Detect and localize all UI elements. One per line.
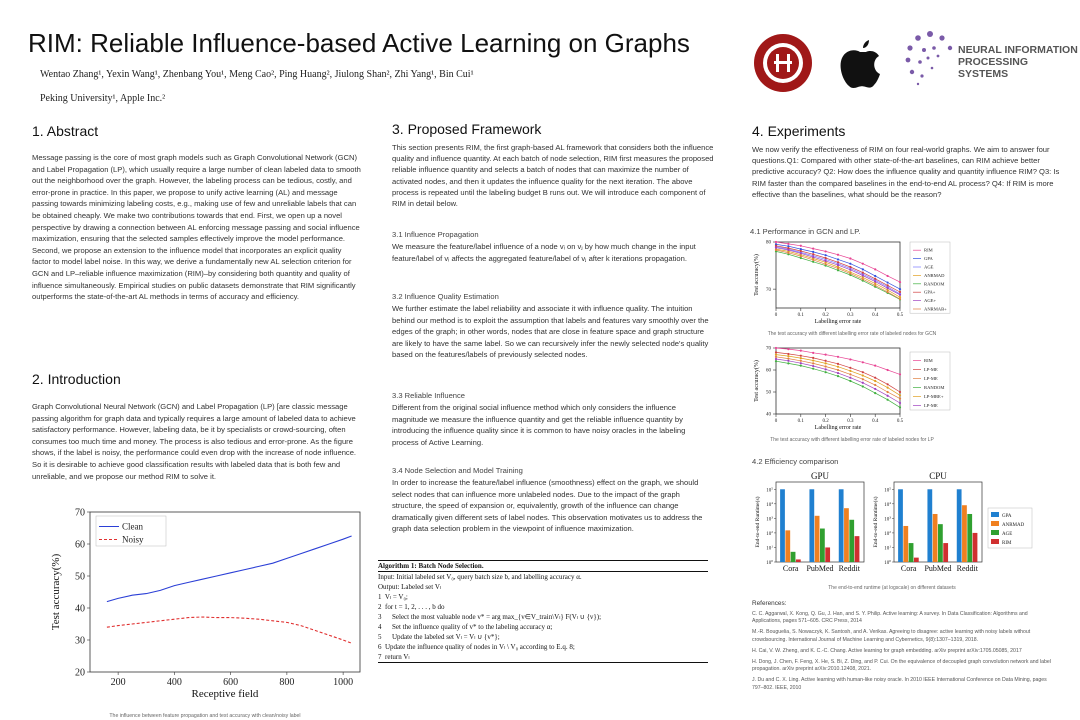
reference-item: C. C. Aggarwal, X. Kong, Q. Gu, J. Han, and S. Y. Philip. Active learning: A survey. In Data Classification: Algorithms and Applications, pages 571–605. CRC Press, 2014 [752, 611, 1028, 625]
y-tick-label: 30 [75, 635, 85, 647]
data-point [825, 365, 827, 367]
data-point [812, 362, 814, 364]
legend-swatch [991, 530, 999, 535]
legend-label: AGE [1002, 532, 1013, 537]
data-point [825, 360, 827, 362]
data-point [837, 267, 839, 269]
chart-title: CPU [929, 471, 947, 481]
abstract-text: Message passing is the core of most graph models such as Graph Convolutional Network (GCN) and Label Propagation (LP), which usually require a large number of clean labeled data to smooth out the neighborhood over the graph. However, the labeling process can be tedious, costly, and error-prone in practice. In this paper, we propose to unify active learning (AL) and message passing towards minimizing labeling costs, e.g., making use of few and unreliable labels that can be obtained cheaply. We make two contributions towards that end. First, we open up a novel perspective by drawing a connection between AL enforcing message passing and social influence maximization, ensuring that the selected samples effectively improve the model performance. Second, we propose an extension to the influence model that incorporates an explicit quality factor to model label noise. In this way, we derive a fundamentally new AL selection criterion for GCN and LP–reliable influence maximization (RIM)–by considering both quantity and quality of influence simultaneously. Empirical studies on public datasets demonstrate that RIM significantly outperforms the state-of-the-art AL methods in terms of accuracy and efficiency. [32, 153, 361, 302]
y-tick-label: $10^0$ [884, 559, 891, 566]
affiliations: Peking University¹, Apple Inc.² [40, 93, 166, 104]
algorithm-line: 5 Update the labeled set Vₗ = Vₗ ∪ {v*}; [378, 633, 500, 641]
x-tick-label: Cora [900, 564, 917, 573]
legend-label: RANDOM [924, 385, 945, 391]
algorithm-line: 4 Set the influence quality of v* to the labeling accuracy α; [378, 623, 553, 631]
data-point [899, 398, 901, 400]
data-point [800, 357, 802, 359]
receptive-field-chart [48, 504, 368, 704]
introduction-text: Graph Convolutional Neural Network (GCN) and Label Propagation (LP) [are classic message passing algorithm for graph data and typically requires a large amount of labeled data to achieve satisfactory performance. However, labeling data, be it by specialists or crowd-sourcing, often consumes too much time and money. The process is also tedious and error-prone. As the figure shows, if the label is noisy, the performance could even drop with the increase of node influence. So it is desirable to achieve good classification results with labeled data that is both few and unreliable, and we propose our method RIM to solve it. [32, 402, 357, 481]
bar [903, 526, 908, 562]
data-point [887, 275, 889, 277]
data-point [874, 365, 876, 367]
data-point [775, 351, 777, 353]
x-tick-label: 800 [279, 677, 295, 688]
reference-item: M.-R. Bouguelia, S. Nowaczyk, K. Santosh, and A. Verikas. Agreeing to disagree: active learning with noisy labels without crowdsourcing. International Journal of Machine Learning and Cybernetics, 9(8):1307–1319, 2018. [752, 629, 1031, 643]
x-tick-label: 1000 [333, 677, 354, 688]
data-point [849, 377, 851, 379]
data-point [887, 395, 889, 397]
efficiency-caption: The end-to-end runtime (at logscale) on different datasets [828, 585, 956, 591]
data-point [787, 353, 789, 355]
legend-label: RIM [1002, 541, 1012, 546]
data-point [800, 250, 802, 252]
data-point [800, 257, 802, 259]
data-point [899, 281, 901, 283]
data-point [862, 385, 864, 387]
data-point [862, 361, 864, 363]
y-axis-label: End-to-end Runtime(s) [873, 496, 879, 548]
data-point [800, 365, 802, 367]
bar [844, 508, 849, 562]
y-tick-label: $10^5$ [884, 486, 891, 494]
bar [962, 505, 967, 562]
algorithm-line: 7 return Vₗ [378, 653, 410, 661]
data-point [899, 288, 901, 290]
data-point [775, 249, 777, 251]
data-point [837, 264, 839, 266]
bar [820, 529, 825, 562]
data-point [787, 362, 789, 364]
data-point [800, 255, 802, 257]
bar [815, 516, 820, 562]
reference-item: H. Cai, V. W. Zheng, and K. C.-C. Chang. Active learning for graph embedding. arXiv preprint arXiv:1705.05085, 2017 [752, 647, 1022, 654]
data-point [775, 241, 777, 243]
bar [973, 533, 978, 562]
section-3-1-title: 3.1 Influence Propagation [392, 230, 479, 239]
section-4-2-title: 4.2 Efficiency comparison [752, 457, 839, 466]
algorithm-line: 1 Vₗ = V₀; [378, 593, 408, 601]
section-3-3-text: Different from the original social influence method which only considers the influence magnitude we measure the influence quantity and get the reliable influence quantity by introducing the influence quality since it is common to have noisy oracles in the labeling process of Active Learning. [392, 403, 686, 447]
data-point [899, 406, 901, 408]
section-3-4-text: In order to increase the feature/label influence (smoothness) effect on the graph, we should select nodes that can influence more unlabeled nodes. Due to the impact of the graph structure, the speed of expansion or, equivalently, growth of the influence can change dramatically given different sets of label nodes. This observation motivates us to address the graph data selection problem in the viewpoint of influence maximization. [392, 478, 703, 534]
y-tick-label: 60 [766, 368, 771, 374]
y-tick-label: $10^2$ [884, 529, 891, 537]
data-point [887, 369, 889, 371]
data-point [849, 266, 851, 268]
x-tick-label: Cora [782, 564, 799, 573]
data-point [775, 356, 777, 358]
y-tick-label: $10^1$ [766, 544, 773, 552]
section-3-3-title: 3.3 Reliable Influence [392, 391, 466, 400]
x-tick-label: 0.1 [797, 419, 804, 424]
data-point [874, 377, 876, 379]
y-axis-label: Test accuracy(%) [50, 553, 62, 631]
x-tick-label: PubMed [924, 564, 952, 573]
data-point [812, 368, 814, 370]
references-heading: References: [752, 600, 787, 607]
data-point [862, 272, 864, 274]
data-point [849, 370, 851, 372]
x-tick-label: 400 [166, 677, 182, 688]
section-4-1-title: 4.1 Performance in GCN and LP. [750, 227, 861, 236]
data-point [874, 281, 876, 283]
data-point [825, 368, 827, 370]
data-point [862, 278, 864, 280]
data-point [849, 380, 851, 382]
data-point [787, 249, 789, 251]
y-tick-label: $10^3$ [766, 515, 773, 523]
bar [967, 514, 972, 562]
data-point [787, 243, 789, 245]
data-point [837, 369, 839, 371]
data-point [887, 281, 889, 283]
data-point [787, 245, 789, 247]
chart-title: GPU [810, 471, 830, 481]
data-point [775, 360, 777, 362]
data-point [825, 257, 827, 259]
x-tick-label: 0.3 [847, 313, 854, 318]
y-tick-label: 60 [75, 539, 85, 551]
y-tick-label: 70 [766, 346, 771, 352]
x-axis-label: Labelling error rate [814, 425, 862, 431]
data-point [899, 402, 901, 404]
neurips-wordmark: NEURAL INFORMATION PROCESSING SYSTEMS [958, 44, 1078, 80]
data-point [874, 278, 876, 280]
bar [855, 536, 860, 562]
series-line [776, 250, 900, 299]
data-point [825, 254, 827, 256]
section-3-2-text: We further estimate the label reliability and associate it with influence quality. The intuition behind our method is to exploit the assumption that labels and features vary smoothly over the edges of the graph; in other words, nodes that are close in feature space and graph structure are likely to have the same label. So we can recursively infer the newly selected node's quality based on the features/labels of previously selected nodes. [392, 304, 709, 360]
experiments-text: We now verify the effectiveness of RIM on four real-world graphs. We aim to answer four questions.Q1: Compared with other state-of-the-art baselines, can RIM achieve better predictive accuracy? Q2: How does the influence quality and quantity influence RIM? Q3: Is RIM faster than the compared baselines in the end-to-end AL process? Q4: If RIM is more effective than the baselines, what should be the reason? [752, 145, 1060, 199]
data-point [800, 350, 802, 352]
data-point [825, 250, 827, 252]
intro-figure-caption: The influence between feature propagation and test accuracy with clean/noisy label [109, 713, 301, 719]
data-point [787, 360, 789, 362]
data-point [837, 363, 839, 365]
data-point [800, 362, 802, 364]
lp-chart-caption: The test accuracy with different labelling error rate of labeled nodes for LP [770, 437, 934, 443]
data-point [775, 347, 777, 349]
legend-label: LP-MRE+ [924, 394, 944, 400]
data-point [825, 354, 827, 356]
legend-label: Noisy [122, 534, 144, 545]
data-point [812, 253, 814, 255]
data-point [837, 372, 839, 374]
neurips-logo-icon [898, 26, 962, 86]
reference-item: J. Du and C. X. Ling. Active learning with human-like noisy oracle. In 2010 IEEE International Conference on Data Mining, pages 797–802. IEEE, 2010 [752, 677, 1047, 691]
legend-label: GPA [924, 256, 933, 262]
legend-swatch [991, 512, 999, 517]
x-tick-label: 0.3 [847, 419, 854, 424]
data-point [874, 380, 876, 382]
x-axis-label: Receptive field [191, 688, 259, 700]
legend-label: ANRMAD [1002, 523, 1025, 528]
data-point [837, 261, 839, 263]
data-point [787, 252, 789, 254]
data-point [887, 383, 889, 385]
y-tick-label: $10^2$ [766, 529, 773, 537]
framework-intro: This section presents RIM, the first graph-based AL framework that considers both the influence quality and influence quantity. At each batch of node selection, RIM first measures the proposed reliable influence quantity and selects a batch of nodes that can maximize the number of activated nodes, and then it updates the influence quality for the next iteration. The above process is repeated until the labeling budget B runs out. We will introduce each component of RIM in detail below. [392, 143, 714, 209]
x-tick-label: 0.2 [822, 419, 829, 424]
bar [938, 524, 943, 562]
data-point [887, 399, 889, 401]
data-point [800, 245, 802, 247]
section-3-1-text: We measure the feature/label influence of a node vᵢ on vⱼ by how much change in the input feature/label of vᵢ affects the aggregated feature/label of vⱼ after k iterations propagation. [392, 242, 696, 263]
legend-label: ANRMAD [924, 272, 945, 278]
author-list: Wentao Zhang¹, Yexin Wang¹, Zhenbang You¹, Meng Cao², Ping Huang², Jiulong Shan², Zhi Yang¹, Bin Cui¹ [40, 69, 474, 80]
x-tick-label: Reddit [956, 564, 979, 573]
abstract-heading: 1. Abstract [32, 123, 99, 139]
data-point [837, 254, 839, 256]
series-line [107, 617, 352, 643]
data-point [825, 263, 827, 265]
data-point [825, 371, 827, 373]
data-point [849, 272, 851, 274]
bar [914, 558, 919, 562]
data-point [849, 358, 851, 360]
y-tick-label: $10^4$ [884, 500, 891, 508]
y-axis-label: Test accuracy(%) [754, 360, 760, 402]
data-point [800, 355, 802, 357]
data-point [812, 357, 814, 359]
y-tick-label: 70 [75, 507, 85, 519]
data-point [874, 268, 876, 270]
legend-label: RIM [924, 247, 933, 253]
data-point [775, 354, 777, 356]
bar [927, 489, 932, 562]
series-line [776, 355, 900, 396]
legend-label: RANDOM [924, 281, 945, 287]
data-point [887, 291, 889, 293]
data-point [775, 358, 777, 360]
x-axis-label: Labelling error rate [814, 319, 862, 325]
gpu-runtime-chart [752, 468, 870, 578]
data-point [899, 296, 901, 298]
x-tick-label: 0 [774, 313, 778, 318]
data-point [874, 388, 876, 390]
data-point [862, 276, 864, 278]
bar [785, 530, 790, 562]
data-point [775, 245, 777, 247]
legend-label: LP-ME [924, 403, 938, 409]
legend-label: RIM [924, 358, 933, 364]
y-tick-label: 40 [766, 412, 771, 418]
data-point [899, 391, 901, 393]
references-list [752, 611, 1052, 696]
x-tick-label: Reddit [838, 564, 861, 573]
algorithm-line: 6 Update the influence quality of nodes in Vₗ \ V₀ according to E.q. 8; [378, 643, 575, 651]
x-tick-label: 0.4 [872, 313, 879, 318]
data-point [837, 258, 839, 260]
y-tick-label: 50 [75, 571, 85, 583]
algorithm-output: Output: Labeled set Vₗ [378, 583, 442, 591]
data-point [874, 275, 876, 277]
x-tick-label: 600 [223, 677, 239, 688]
data-point [800, 252, 802, 254]
x-tick-label: 0.5 [896, 313, 904, 318]
algorithm-line: 3 Select the most valuable node v* = arg max_{v∈V_train\Vₗ} F(Vₗ ∪ {v}); [378, 613, 602, 621]
data-point [787, 357, 789, 359]
legend-swatch [991, 521, 999, 526]
algorithm-box [378, 560, 708, 663]
x-tick-label: 0 [774, 419, 778, 424]
bar [849, 520, 854, 562]
bar [933, 514, 938, 562]
data-point [862, 263, 864, 265]
data-point [862, 382, 864, 384]
data-point [874, 384, 876, 386]
data-point [899, 291, 901, 293]
y-axis-label: End-to-end Runtime(s) [755, 496, 761, 548]
x-tick-label: PubMed [806, 564, 834, 573]
data-point [887, 387, 889, 389]
y-tick-label: 40 [75, 603, 85, 615]
data-point [874, 284, 876, 286]
data-point [812, 261, 814, 263]
gcn-accuracy-chart [752, 238, 952, 330]
bar [898, 489, 903, 562]
data-point [899, 294, 901, 296]
x-tick-label: 0.4 [872, 419, 879, 424]
bar [791, 552, 796, 562]
introduction-heading: 2. Introduction [32, 371, 121, 387]
algorithm-line: 2 for t = 1, 2, . . . , b do [378, 603, 445, 611]
data-point [862, 374, 864, 376]
pku-seal-logo [752, 32, 814, 94]
apple-logo [836, 36, 884, 92]
data-point [837, 269, 839, 271]
y-tick-label: 80 [766, 240, 771, 246]
data-point [849, 269, 851, 271]
data-point [887, 284, 889, 286]
data-point [812, 256, 814, 258]
data-point [887, 391, 889, 393]
legend-label: Clean [122, 521, 143, 532]
data-point [837, 366, 839, 368]
data-point [849, 263, 851, 265]
poster-title: RIM: Reliable Influence-based Active Learning on Graphs [28, 28, 690, 58]
data-point [812, 359, 814, 361]
data-point [837, 375, 839, 377]
data-point [812, 248, 814, 250]
data-point [862, 371, 864, 373]
data-point [787, 247, 789, 249]
data-point [887, 287, 889, 289]
x-tick-label: 0.5 [896, 419, 904, 424]
section-3-4-title: 3.4 Node Selection and Model Training [392, 466, 523, 475]
data-point [862, 268, 864, 270]
bar [839, 489, 844, 562]
data-point [899, 373, 901, 375]
legend-label: AGE [924, 264, 934, 270]
data-point [812, 365, 814, 367]
algorithm-input: Input: Initial labeled set V₀, query batch size b, and labelling accuracy α. [378, 573, 582, 581]
data-point [787, 348, 789, 350]
data-point [874, 392, 876, 394]
bar [943, 543, 948, 562]
lp-accuracy-chart [752, 344, 952, 436]
y-tick-label: $10^4$ [766, 500, 773, 508]
data-point [887, 289, 889, 291]
data-point [812, 251, 814, 253]
experiments-heading: 4. Experiments [752, 123, 846, 139]
legend-label: LP-ME [924, 367, 938, 373]
reference-item: H. Dong, J. Chen, F. Feng, X. He, S. Bi, Z. Ding, and P. Cui. On the equivalence of decoupled graph convolution network and label propagation. arXiv preprint arXiv:2010.12408, 2021. [752, 659, 1051, 673]
legend-label: ANRMAB+ [924, 306, 947, 312]
gcn-chart-caption: The test accuracy with different labelling error rate of labeled nodes for GCN [767, 331, 937, 337]
y-axis-label: Test accuracy(%) [754, 254, 760, 296]
x-tick-label: 0.2 [822, 313, 829, 318]
data-point [862, 274, 864, 276]
y-tick-label: 50 [766, 390, 771, 396]
data-point [837, 356, 839, 358]
data-point [825, 362, 827, 364]
legend-label: GPA [1002, 514, 1012, 519]
bar [909, 543, 914, 562]
legend-label: AGE+ [924, 298, 937, 304]
data-point [874, 282, 876, 284]
data-point [849, 373, 851, 375]
y-tick-label: $10^1$ [884, 544, 891, 552]
bar [796, 559, 801, 562]
bar [780, 489, 785, 562]
data-point [899, 298, 901, 300]
legend-label: LP-ME [924, 376, 938, 382]
y-tick-label: $10^3$ [884, 515, 891, 523]
data-point [849, 257, 851, 259]
bar [957, 489, 962, 562]
data-point [899, 394, 901, 396]
data-point [849, 367, 851, 369]
data-point [787, 355, 789, 357]
cpu-runtime-chart [870, 468, 1042, 578]
data-point [812, 259, 814, 261]
data-point [800, 248, 802, 250]
legend-swatch [991, 539, 999, 544]
data-point [862, 378, 864, 380]
framework-heading: 3. Proposed Framework [392, 121, 542, 137]
data-point [800, 360, 802, 362]
x-tick-label: 0.1 [797, 313, 804, 318]
y-tick-label: 70 [766, 287, 771, 293]
y-tick-label: $10^5$ [766, 486, 773, 494]
x-tick-label: 200 [110, 677, 126, 688]
y-tick-label: $10^0$ [766, 559, 773, 566]
bar [825, 547, 830, 562]
data-point [812, 352, 814, 354]
algorithm-title: Algorithm 1: Batch Node Selection. [378, 562, 484, 570]
data-point [825, 260, 827, 262]
data-point [775, 247, 777, 249]
y-tick-label: 20 [75, 667, 85, 679]
section-3-2-title: 3.2 Influence Quality Estimation [392, 292, 499, 301]
legend-label: GPA+ [924, 289, 936, 295]
bar [809, 489, 814, 562]
